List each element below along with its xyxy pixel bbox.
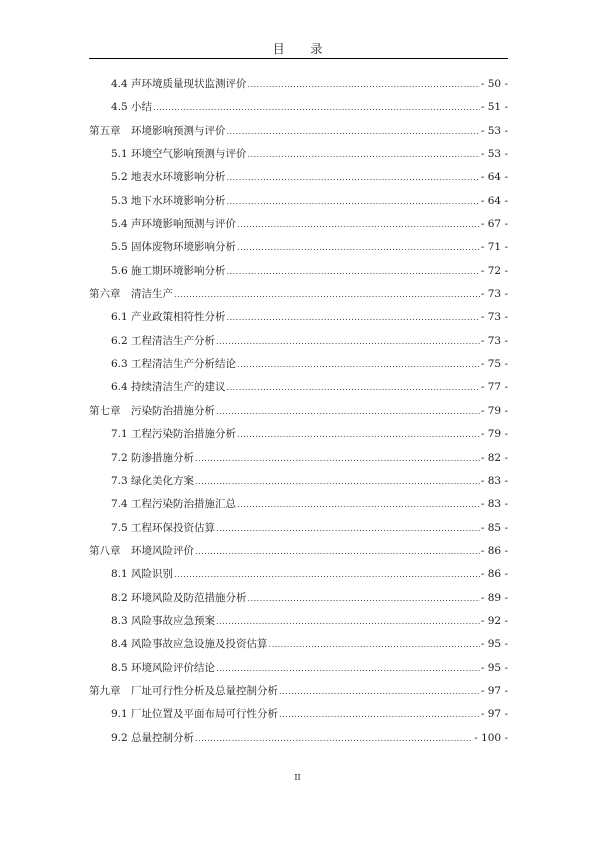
toc-entry-label: 7.5 工程环保投资估算: [111, 521, 216, 534]
toc-entry-label: 第九章 厂址可行性分析及总量控制分析: [89, 684, 278, 697]
toc-entry-page: - 95 -: [480, 661, 508, 674]
toc-section-entry[interactable]: [89, 730, 508, 753]
toc-entry-page: - 64 -: [480, 194, 508, 207]
toc-dot-leader: [216, 664, 480, 673]
toc-section-entry[interactable]: [89, 356, 508, 379]
toc-section-entry[interactable]: [89, 76, 508, 99]
toc-dot-leader: [174, 290, 480, 299]
toc-dot-leader: [269, 640, 480, 649]
toc-entry-label: 4.4 声环境质量现状监测评价: [111, 78, 247, 90]
toc-section-entry[interactable]: [89, 473, 508, 496]
toc-entry-label: 5.5 固体废物环境影响分析: [111, 241, 237, 254]
toc-entry-page: - 82 -: [480, 451, 508, 464]
toc-entry-label: 7.2 防渗措施分析: [111, 451, 195, 464]
toc-entry-label: 4.5 小结: [111, 101, 153, 114]
toc-section-entry[interactable]: [89, 263, 508, 286]
toc-section-entry[interactable]: [89, 216, 508, 239]
toc-entry-page: - 83 -: [480, 498, 508, 511]
toc-entry-label: 第五章 环境影响预测与评价: [89, 124, 226, 137]
toc-section-entry[interactable]: [89, 99, 508, 122]
toc-dot-leader: [216, 524, 480, 533]
toc-section-entry[interactable]: [89, 309, 508, 332]
toc-dot-leader: [227, 173, 480, 182]
toc-section-entry[interactable]: [89, 660, 508, 683]
toc-entry-label: 6.2 工程清洁生产分析: [111, 334, 216, 347]
toc-entry-page: - 86 -: [480, 568, 508, 581]
toc-entry-label: 5.4 声环境影响预测与评价: [111, 218, 237, 231]
toc-dot-leader: [248, 594, 480, 603]
toc-entry-label: 第七章 污染防治措施分析: [89, 404, 215, 417]
toc-section-entry[interactable]: [89, 636, 508, 659]
toc-entry-label: 8.4 风险事故应急设施及投资估算: [111, 638, 268, 651]
toc-dot-leader: [216, 337, 480, 346]
toc-dot-leader: [237, 500, 480, 509]
toc-dot-leader: [237, 243, 480, 252]
toc-entry-page: - 86 -: [480, 544, 508, 557]
toc-entry-label: 5.6 施工期环境影响分析: [111, 264, 226, 277]
toc-chapter-entry[interactable]: [89, 683, 508, 706]
toc-entry-label: 8.5 环境风险评价结论: [111, 661, 216, 674]
toc-entry-page: - 79 -: [480, 404, 508, 417]
toc-entry-page: - 83 -: [480, 474, 508, 487]
toc-entry-label: 8.1 风险识别: [111, 568, 174, 581]
toc-section-entry[interactable]: [89, 169, 508, 192]
toc-dot-leader: [227, 127, 480, 136]
toc-entry-page: - 97 -: [480, 684, 508, 697]
toc-heading: 目 录: [272, 42, 334, 56]
toc-dot-leader: [237, 220, 480, 229]
toc-entry-label: 7.3 绿化美化方案: [111, 474, 195, 487]
toc-entry-page: - 53 -: [480, 148, 508, 161]
toc-section-entry[interactable]: [89, 379, 508, 402]
toc-dot-leader: [237, 360, 480, 369]
toc-chapter-entry[interactable]: [89, 286, 508, 309]
toc-chapter-entry[interactable]: [89, 543, 508, 566]
toc-entry-label: 7.1 工程污染防治措施分析: [111, 428, 237, 441]
toc-dot-leader: [216, 617, 480, 626]
toc-entry-page: - 51 -: [480, 101, 508, 114]
toc-entry-page: - 53 -: [480, 124, 508, 137]
toc-entry-label: 6.3 工程清洁生产分析结论: [111, 358, 237, 371]
toc-entry-page: - 97 -: [480, 708, 508, 721]
toc-dot-leader: [279, 687, 480, 696]
toc-entry-label: 7.4 工程污染防治措施汇总: [111, 498, 237, 511]
toc-entry-label: 第八章 环境风险评价: [89, 544, 194, 557]
toc-dot-leader: [279, 710, 480, 719]
toc-section-entry[interactable]: [89, 450, 508, 473]
toc-entry-page: - 50 -: [480, 78, 508, 90]
page-number: II: [294, 773, 301, 782]
toc-dot-leader: [227, 267, 480, 276]
toc-section-entry[interactable]: [89, 706, 508, 729]
toc-dot-leader: [237, 430, 480, 439]
toc-entry-label: 6.1 产业政策相符性分析: [111, 311, 226, 324]
toc-entry-label: 第六章 清洁生产: [89, 288, 173, 301]
toc-dot-leader: [174, 570, 480, 579]
toc-dot-leader: [153, 103, 480, 112]
toc-chapter-entry[interactable]: [89, 123, 508, 146]
toc-section-entry[interactable]: [89, 590, 508, 613]
toc-dot-leader: [195, 454, 480, 463]
toc-entry-label: 6.4 持续清洁生产的建议: [111, 381, 226, 394]
toc-entry-label: 5.2 地表水环境影响分析: [111, 171, 226, 184]
toc-section-entry[interactable]: [89, 426, 508, 449]
toc-dot-leader: [195, 547, 480, 556]
toc-entry-page: - 75 -: [480, 358, 508, 371]
toc-dot-leader: [227, 313, 480, 322]
header-rule: [89, 58, 508, 59]
toc-section-entry[interactable]: [89, 566, 508, 589]
toc-dot-leader: [248, 80, 480, 89]
toc-dot-leader: [216, 407, 480, 416]
toc-entry-page: - 92 -: [480, 614, 508, 627]
toc-entry-label: 9.1 厂址位置及平面布局可行性分析: [111, 708, 279, 721]
toc-entry-page: - 89 -: [480, 591, 508, 604]
toc-chapter-entry[interactable]: [89, 403, 508, 426]
toc-section-entry[interactable]: [89, 496, 508, 519]
toc-entry-page: - 95 -: [480, 638, 508, 651]
toc-entry-page: - 73 -: [480, 334, 508, 347]
toc-entry-page: - 79 -: [480, 428, 508, 441]
toc-section-entry[interactable]: [89, 239, 508, 262]
toc-dot-leader: [248, 150, 480, 159]
toc-entry-page: - 73 -: [480, 288, 508, 301]
toc-entry-page: - 100 -: [474, 731, 508, 744]
toc-entry-page: - 71 -: [480, 241, 508, 254]
toc-entry-page: - 77 -: [480, 381, 508, 394]
toc-entry-page: - 67 -: [480, 218, 508, 231]
toc-entry-page: - 73 -: [480, 311, 508, 324]
toc-dot-leader: [227, 197, 480, 206]
toc-section-entry[interactable]: [89, 146, 508, 169]
toc-entry-label: 9.2 总量控制分析: [111, 731, 195, 744]
toc-section-entry[interactable]: [89, 520, 508, 543]
toc-entry-label: 8.2 环境风险及防范措施分析: [111, 591, 247, 604]
toc-entry-page: - 64 -: [480, 171, 508, 184]
toc-entry-page: - 72 -: [480, 264, 508, 277]
toc-section-entry[interactable]: [89, 333, 508, 356]
toc-dot-leader: [195, 477, 480, 486]
table-of-contents: [89, 76, 508, 753]
toc-entry-label: 5.3 地下水环境影响分析: [111, 194, 226, 207]
toc-section-entry[interactable]: [89, 193, 508, 216]
toc-dot-leader: [195, 734, 473, 743]
toc-entry-label: 8.3 风险事故应急预案: [111, 614, 216, 627]
toc-dot-leader: [227, 383, 480, 392]
toc-entry-page: - 85 -: [480, 521, 508, 534]
toc-entry-label: 5.1 环境空气影响预测与评价: [111, 148, 247, 161]
toc-section-entry[interactable]: [89, 613, 508, 636]
